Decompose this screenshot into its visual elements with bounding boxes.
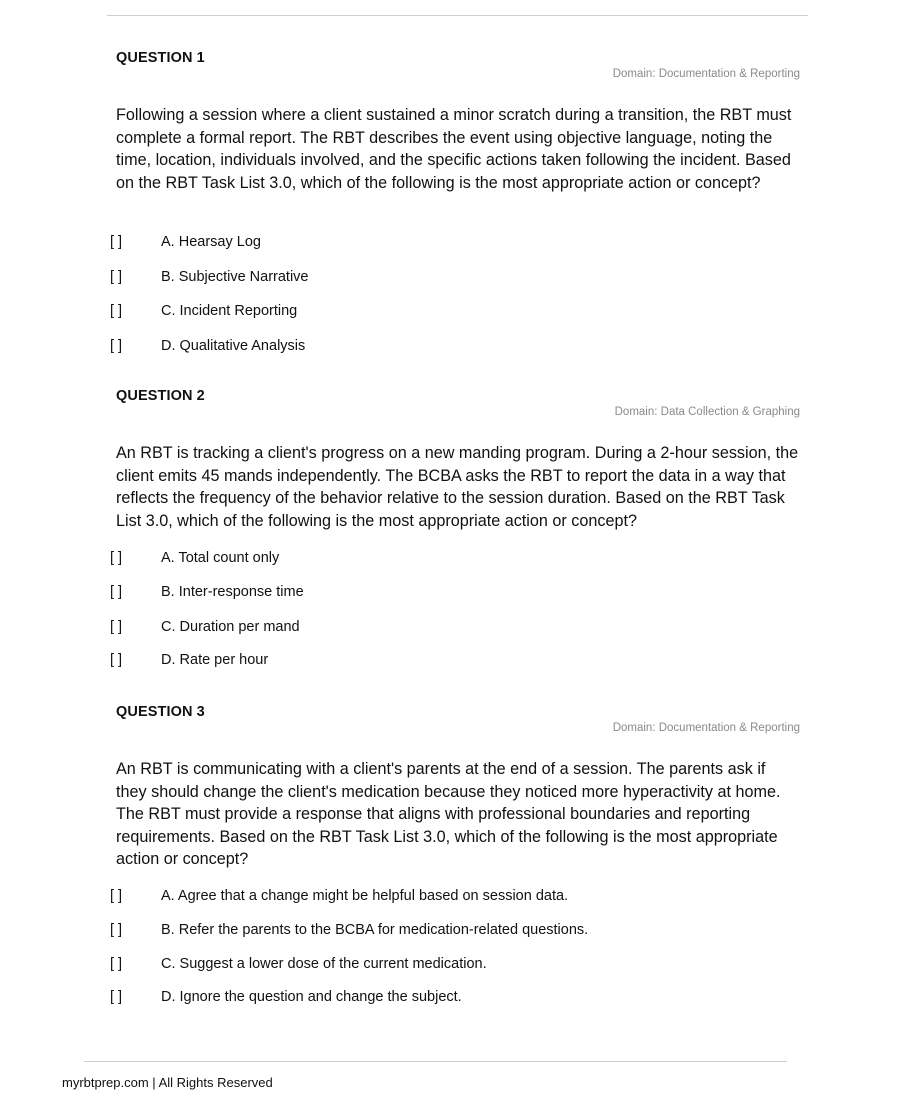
answer-label: B. Refer the parents to the BCBA for medication-related questions. xyxy=(161,922,589,938)
answer-option-b[interactable] xyxy=(110,920,589,940)
answer-checkbox[interactable]: [ ] xyxy=(110,303,123,319)
top-divider xyxy=(107,15,808,16)
answer-label: A. Total count only xyxy=(161,550,280,566)
answer-label: B. Subjective Narrative xyxy=(161,269,309,285)
answer-option-a[interactable] xyxy=(110,886,569,906)
answer-checkbox[interactable]: [ ] xyxy=(110,234,123,250)
question-heading: QUESTION 1 xyxy=(116,50,205,66)
answer-option-d[interactable] xyxy=(110,650,269,670)
answer-option-c[interactable] xyxy=(110,954,487,974)
answer-option-a[interactable] xyxy=(110,548,280,568)
answer-label: D. Ignore the question and change the subject. xyxy=(161,989,462,1005)
answer-option-b[interactable] xyxy=(110,582,304,602)
answer-label: B. Inter-response time xyxy=(161,584,304,600)
answer-option-d[interactable] xyxy=(110,987,462,1007)
answer-label: A. Agree that a change might be helpful based on session data. xyxy=(161,888,569,904)
answer-checkbox[interactable]: [ ] xyxy=(110,269,123,285)
question-domain: Domain: Documentation & Reporting xyxy=(612,722,800,734)
answer-label: C. Incident Reporting xyxy=(161,303,298,319)
answer-checkbox[interactable]: [ ] xyxy=(110,888,123,904)
answer-checkbox[interactable]: [ ] xyxy=(110,584,123,600)
question-domain: Domain: Documentation & Reporting xyxy=(612,68,800,80)
answer-checkbox[interactable]: [ ] xyxy=(110,338,123,354)
answer-label: C. Suggest a lower dose of the current medication. xyxy=(161,956,487,972)
answer-option-c[interactable] xyxy=(110,617,300,637)
question-stem: Following a session where a client sustained a minor scratch during a transition, the RBT must complete a formal report. The RBT describes the event using objective language, noting the time, location, individuals involved, and the specific actions taken following the incident. Based on the RBT Task List 3.0, which of the following is the most appropriate action or concept? xyxy=(116,106,792,192)
answer-option-d[interactable] xyxy=(110,336,306,356)
answer-checkbox[interactable]: [ ] xyxy=(110,619,123,635)
answer-label: C. Duration per mand xyxy=(161,619,300,635)
footer-copyright: myrbtprep.com | All Rights Reserved xyxy=(62,1075,273,1090)
footer-divider xyxy=(84,1061,787,1062)
question-stem: An RBT is communicating with a client's parents at the end of a session. The parents ask if they should change the client's medication because they noticed more hyperactivity at home. The RBT must provide a response that aligns with professional boundaries and reporting requirements. Based on the RBT Task List 3.0, which of the following is the most appropriate action or concept? xyxy=(116,760,781,868)
answer-checkbox[interactable]: [ ] xyxy=(110,922,123,938)
answer-label: D. Qualitative Analysis xyxy=(161,338,306,354)
question-domain: Domain: Data Collection & Graphing xyxy=(614,406,800,418)
answer-option-a[interactable] xyxy=(110,232,261,252)
answer-checkbox[interactable]: [ ] xyxy=(110,550,123,566)
answer-option-b[interactable] xyxy=(110,267,309,287)
answer-checkbox[interactable]: [ ] xyxy=(110,989,123,1005)
answer-checkbox[interactable]: [ ] xyxy=(110,652,123,668)
question-stem: An RBT is tracking a client's progress on a new manding program. During a 2-hour session, the client emits 45 mands independently. The BCBA asks the RBT to report the data in a way that reflects the frequency of the behavior relative to the session duration. Based on the RBT Task List 3.0, which of the following is the most appropriate action or concept? xyxy=(116,444,799,530)
answer-label: D. Rate per hour xyxy=(161,652,269,668)
question-heading: QUESTION 2 xyxy=(116,388,205,404)
question-heading: QUESTION 3 xyxy=(116,704,205,720)
answer-option-c[interactable] xyxy=(110,301,298,321)
answer-label: A. Hearsay Log xyxy=(161,234,261,250)
answer-checkbox[interactable]: [ ] xyxy=(110,956,123,972)
